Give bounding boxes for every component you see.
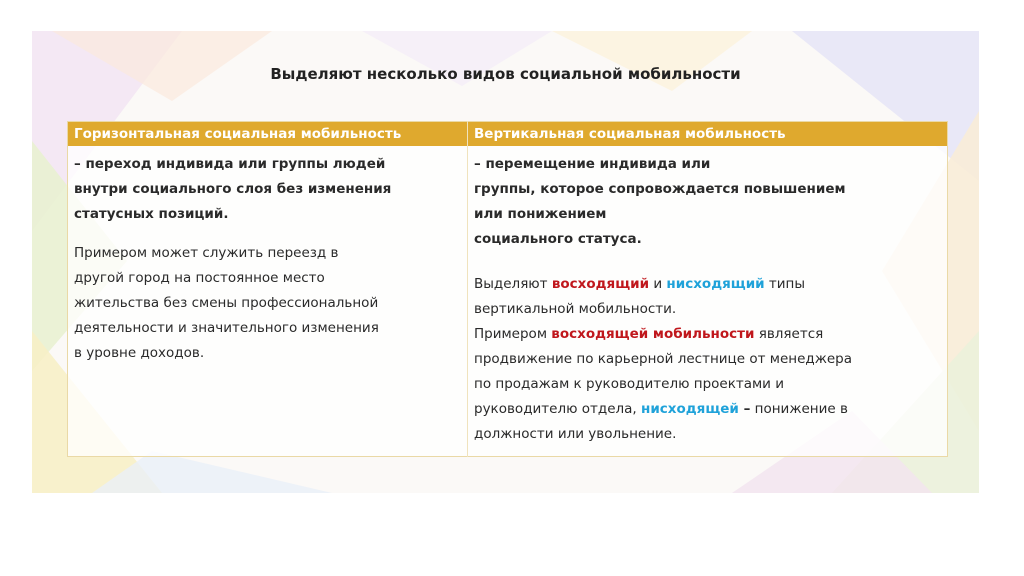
- vertical-types: [474, 272, 941, 322]
- text-line: в уровне доходов.: [74, 345, 205, 361]
- vertical-cell: [468, 146, 948, 457]
- table-body-row: [68, 146, 948, 457]
- text-line: Примером может служить переезд в: [74, 245, 339, 261]
- mobility-table: [67, 121, 948, 457]
- text-line: – переход индивида или группы людей: [74, 156, 386, 172]
- table-header-row: [68, 122, 948, 147]
- upward-mobility-term: восходящей мобильности: [551, 326, 755, 342]
- text-line: продвижение по карьерной лестнице от менеджера: [474, 351, 853, 367]
- text-line: руководителю отдела, нисходящей – понижение в: [474, 401, 848, 417]
- text-line: группы, которое сопровождается повышением: [474, 181, 846, 197]
- vertical-header: Вертикальная социальная мобильность: [468, 122, 948, 147]
- upward-term: восходящий: [551, 276, 650, 292]
- text-line: деятельности и значительного изменения: [74, 320, 379, 336]
- horizontal-cell: [68, 146, 468, 457]
- text-line: жительства без смены профессиональной: [74, 295, 379, 311]
- horizontal-header: Горизонтальная социальная мобильность: [68, 122, 468, 147]
- slide-title: Выделяют несколько видов социальной мобильности: [270, 65, 741, 83]
- text-line: по продажам к руководителю проектами и: [474, 376, 785, 392]
- text-line: статусных позиций.: [74, 206, 229, 222]
- vertical-definition: [474, 152, 941, 252]
- vertical-example: [474, 322, 941, 447]
- slide: [32, 31, 979, 493]
- downward-mobility-term: нисходящей: [641, 401, 739, 417]
- text-line: должности или увольнение.: [474, 426, 677, 442]
- text-line: – перемещение индивида или: [474, 156, 711, 172]
- horizontal-definition: [74, 152, 461, 227]
- text-line: вертикальной мобильности.: [474, 301, 677, 317]
- text-line: Примером восходящей мобильности является: [474, 326, 824, 342]
- downward-term: нисходящий: [666, 276, 765, 292]
- text-line: внутри социального слоя без изменения: [74, 181, 392, 197]
- text-line: социального статуса.: [474, 231, 642, 247]
- text-line: другой город на постоянное место: [74, 270, 325, 286]
- text-line: или понижением: [474, 206, 607, 222]
- text-line: Выделяют восходящий и нисходящий типы: [474, 276, 806, 292]
- horizontal-example: [74, 241, 461, 366]
